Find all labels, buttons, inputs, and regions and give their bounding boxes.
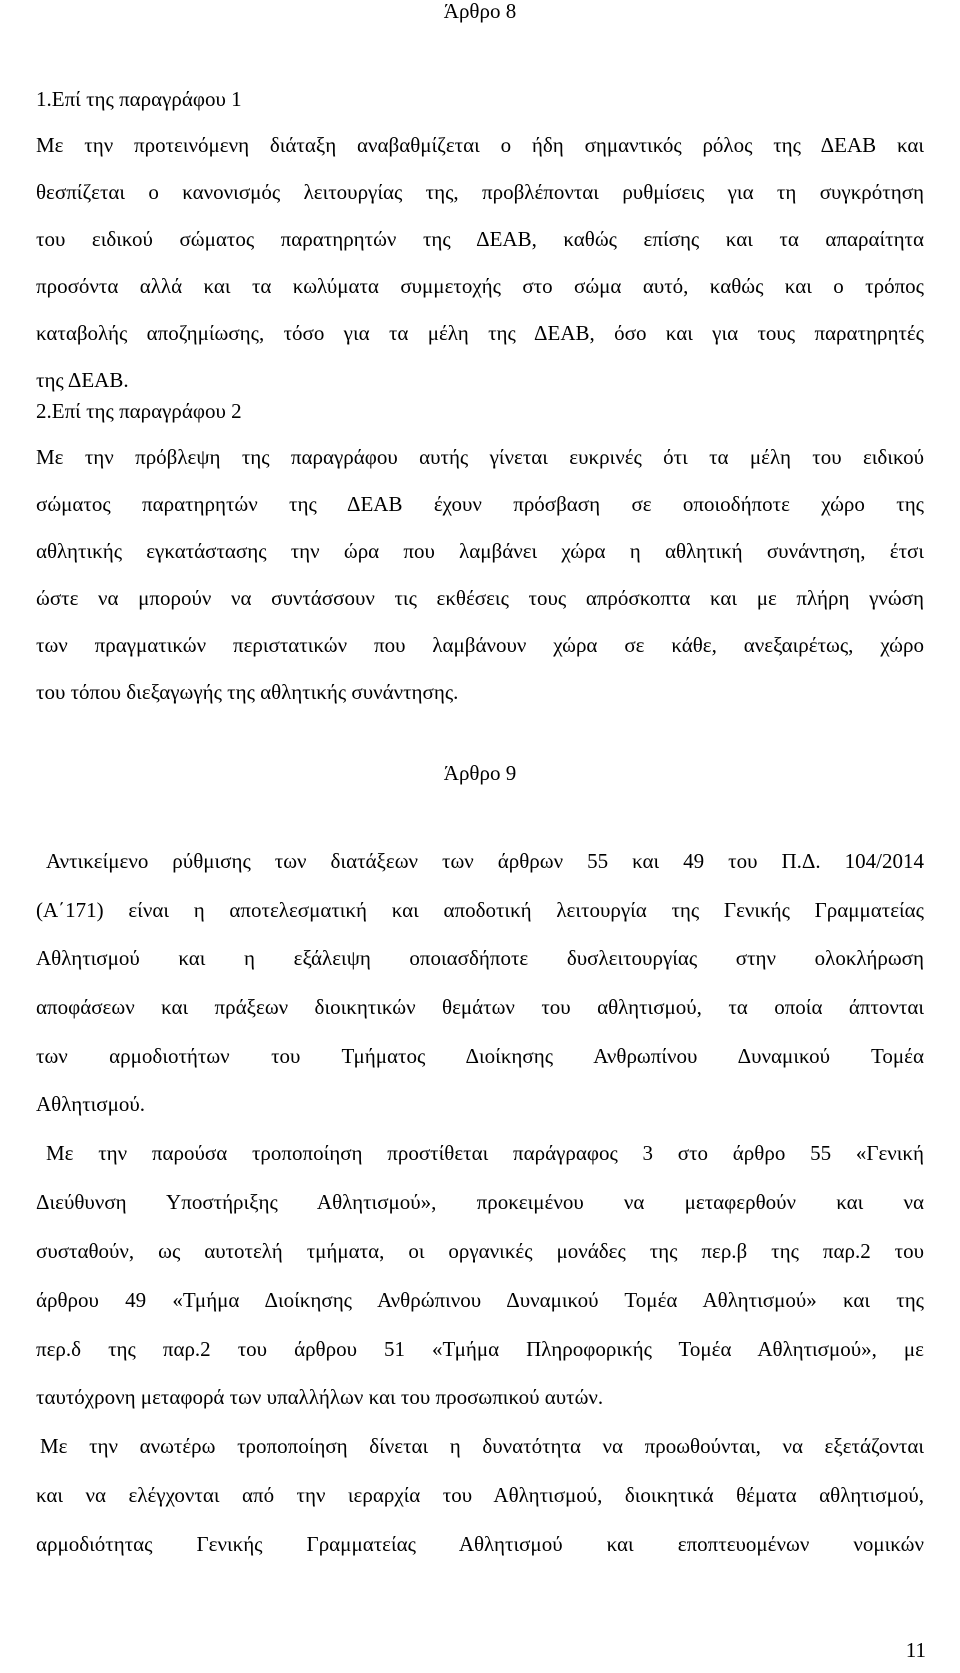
para-1-line: καταβολής αποζημίωσης, τόσο για τα μέλη της ΔΕΑΒ, όσο και για τους παρατηρητές: [36, 321, 924, 345]
para-1-line: του ειδικού σώματος παρατηρητών της ΔΕΑΒ, καθώς επίσης και τα απαραίτητα: [36, 227, 924, 251]
article-8-heading: Άρθρο 8: [443, 0, 517, 23]
article-9-block-1-line: Αθλητισμού.: [36, 1092, 146, 1116]
para-2-line: Με την πρόβλεψη της παραγράφου αυτής γίνεται ευκρινές ότι τα μέλη του ειδικού: [36, 445, 924, 469]
para-1-title: 1.Επί της παραγράφου 1: [36, 87, 242, 111]
article-9-block-1-line: (Α΄171) είναι η αποτελεσματική και αποδοτική λειτουργία της Γενικής Γραμματείας: [36, 898, 924, 922]
para-2-title: 2.Επί της παραγράφου 2: [36, 399, 242, 423]
article-9-block-2-line: ταυτόχρονη μεταφορά των υπαλλήλων και του προσωπικού αυτών.: [36, 1385, 604, 1409]
article-9-block-3-line: και να ελέγχονται από την ιεραρχία του Αθλητισμού, διοικητικά θέματα αθλητισμού,: [36, 1483, 924, 1507]
para-2-line: αθλητικής εγκατάστασης την ώρα που λαμβάνει χώρα η αθλητική συνάντηση, έτσι: [36, 539, 924, 563]
para-2-line: ώστε να μπορούν να συντάσσουν τις εκθέσεις τους απρόσκοπτα και με πλήρη γνώση: [36, 586, 924, 610]
para-1-line: Με την προτεινόμενη διάταξη αναβαθμίζεται ο ήδη σημαντικός ρόλος της ΔΕΑΒ και: [36, 133, 924, 157]
article-9-block-1-line: αποφάσεων και πράξεων διοικητικών θεμάτων του αθλητισμού, τα οποία άπτονται: [36, 995, 924, 1019]
article-9-block-2-line: Διεύθυνση Υποστήριξης Αθλητισμού», προκειμένου να μεταφερθούν και να: [36, 1190, 924, 1214]
para-2-line: των πραγματικών περιστατικών που λαμβάνουν χώρα σε κάθε, ανεξαιρέτως, χώρο: [36, 633, 924, 657]
page-number: 11: [905, 1638, 926, 1662]
article-9-block-1-line: Αντικείμενο ρύθμισης των διατάξεων των άρθρων 55 και 49 του Π.Δ. 104/2014: [46, 849, 924, 873]
article-9-block-3-line: Με την ανωτέρω τροποποίηση δίνεται η δυνατότητα να προωθούνται, να εξετάζονται: [40, 1434, 924, 1458]
article-9-block-1-line: Αθλητισμού και η εξάλειψη οποιασδήποτε δυσλειτουργίας στην ολοκλήρωση: [36, 946, 924, 970]
article-9-block-3-line: αρμοδιότητας Γενικής Γραμματείας Αθλητισμού και εποπτευομένων νομικών: [36, 1532, 924, 1556]
article-9-block-2-line: Με την παρούσα τροποποίηση προστίθεται παράγραφος 3 στο άρθρο 55 «Γενική: [46, 1141, 924, 1165]
para-1-line: της ΔΕΑΒ.: [36, 368, 129, 392]
article-9-block-1-line: των αρμοδιοτήτων του Τμήματος Διοίκησης Ανθρωπίνου Δυναμικού Τομέα: [36, 1044, 924, 1068]
article-9-block-2-line: περ.δ της παρ.2 του άρθρου 51 «Τμήμα Πληροφορικής Τομέα Αθλητισμού», με: [36, 1337, 924, 1361]
para-2-line: σώματος παρατηρητών της ΔΕΑΒ έχουν πρόσβαση σε οποιοδήποτε χώρο της: [36, 492, 924, 516]
article-9-block-2-line: συσταθούν, ως αυτοτελή τμήματα, οι οργανικές μονάδες της περ.β της παρ.2 του: [36, 1239, 924, 1263]
para-2-line: του τόπου διεξαγωγής της αθλητικής συνάντησης.: [36, 680, 459, 704]
para-1-line: προσόντα αλλά και τα κωλύματα συμμετοχής στο σώμα αυτό, καθώς και ο τρόπος: [36, 274, 924, 298]
article-9-heading: Άρθρο 9: [443, 761, 517, 785]
para-1-line: θεσπίζεται ο κανονισμός λειτουργίας της, προβλέπονται ρυθμίσεις για τη συγκρότηση: [36, 180, 924, 204]
article-9-block-2-line: άρθρου 49 «Τμήμα Διοίκησης Ανθρώπινου Δυναμικού Τομέα Αθλητισμού» και της: [36, 1288, 924, 1312]
